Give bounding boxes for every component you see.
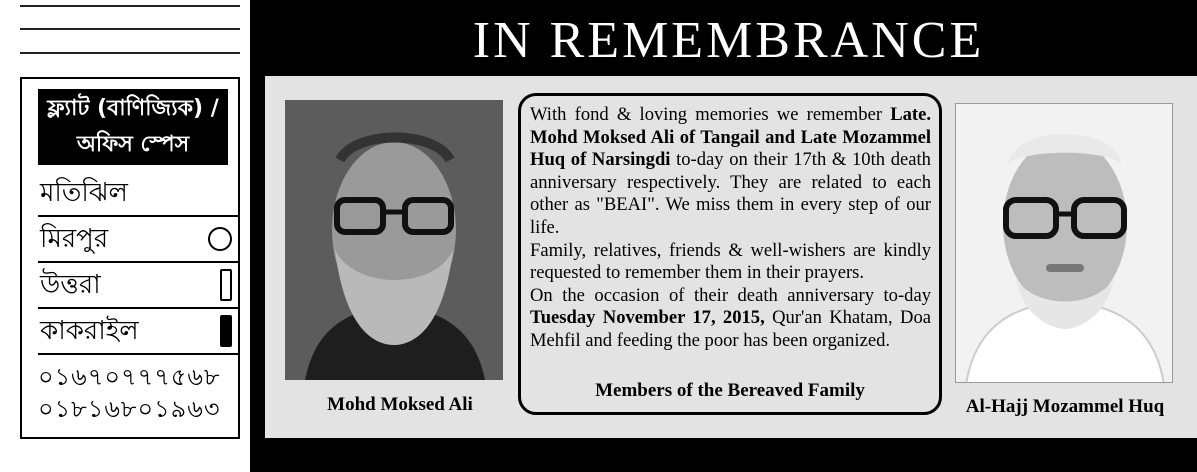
message-names: Late. Mohd Moksed Ali of Tangail and Late Mozammel Huq of Narsingdi [530, 104, 931, 171]
phone-number: ০১৬৭০৭৭৭৫৬৮ [38, 363, 221, 391]
message-date: Tuesday November 17, 2015, [530, 307, 765, 329]
phone-number: ০১৮১৬৮০১৯৬৩ [38, 395, 221, 423]
message-text: Qur'an Khatam, Doa Mehfil and feeding the poor has been organized. [530, 307, 931, 351]
location-label: মতিঝিল [40, 178, 128, 208]
message-text: On the occasion of their death anniversary to-day [530, 284, 931, 306]
location-item [38, 217, 238, 263]
signature: Members of the Bereaved Family [595, 380, 865, 401]
portrait-photo-right [955, 103, 1173, 383]
classified-column [0, 0, 250, 472]
message-text: to-day on their 17th & 10th death anniversary respectively. They are related to each other as "BEAI". We miss them in every step of our life. [530, 149, 931, 238]
location-label: কাকরাইল [40, 316, 139, 346]
stamp-icon [220, 315, 232, 347]
memorial-message-box [518, 93, 942, 415]
stamp-icon [208, 227, 232, 251]
caption-left: Mohd Moksed Ali [327, 394, 473, 415]
location-item [38, 263, 238, 309]
location-label: মিরপুর [40, 224, 109, 254]
caption-right: Al-Hajj Mozammel Huq [965, 396, 1165, 417]
portrait-photo-left [285, 100, 503, 380]
stamp-icon [220, 269, 232, 301]
classified-ad [20, 77, 240, 439]
divider [20, 5, 240, 7]
remembrance-notice [260, 5, 1197, 438]
location-item [38, 309, 238, 355]
notice-title: IN REMEMBRANCE [472, 12, 985, 69]
message-text: Family, relatives, friends & well-wishers are kindly requested to remember them in their prayers. [530, 239, 931, 284]
divider [20, 52, 240, 54]
portrait-illustration [956, 104, 1173, 383]
memorial-message [530, 104, 931, 353]
ad-heading: ফ্ল্যাট (বাণিজ্যিক) / অফিস স্পেস [38, 89, 228, 165]
divider [20, 28, 240, 30]
location-item [38, 171, 238, 217]
location-label: উত্তরা [40, 270, 101, 300]
message-text: With fond & loving memories we remember [530, 104, 891, 125]
notice-panel [265, 76, 1197, 438]
portrait-illustration [285, 100, 503, 380]
